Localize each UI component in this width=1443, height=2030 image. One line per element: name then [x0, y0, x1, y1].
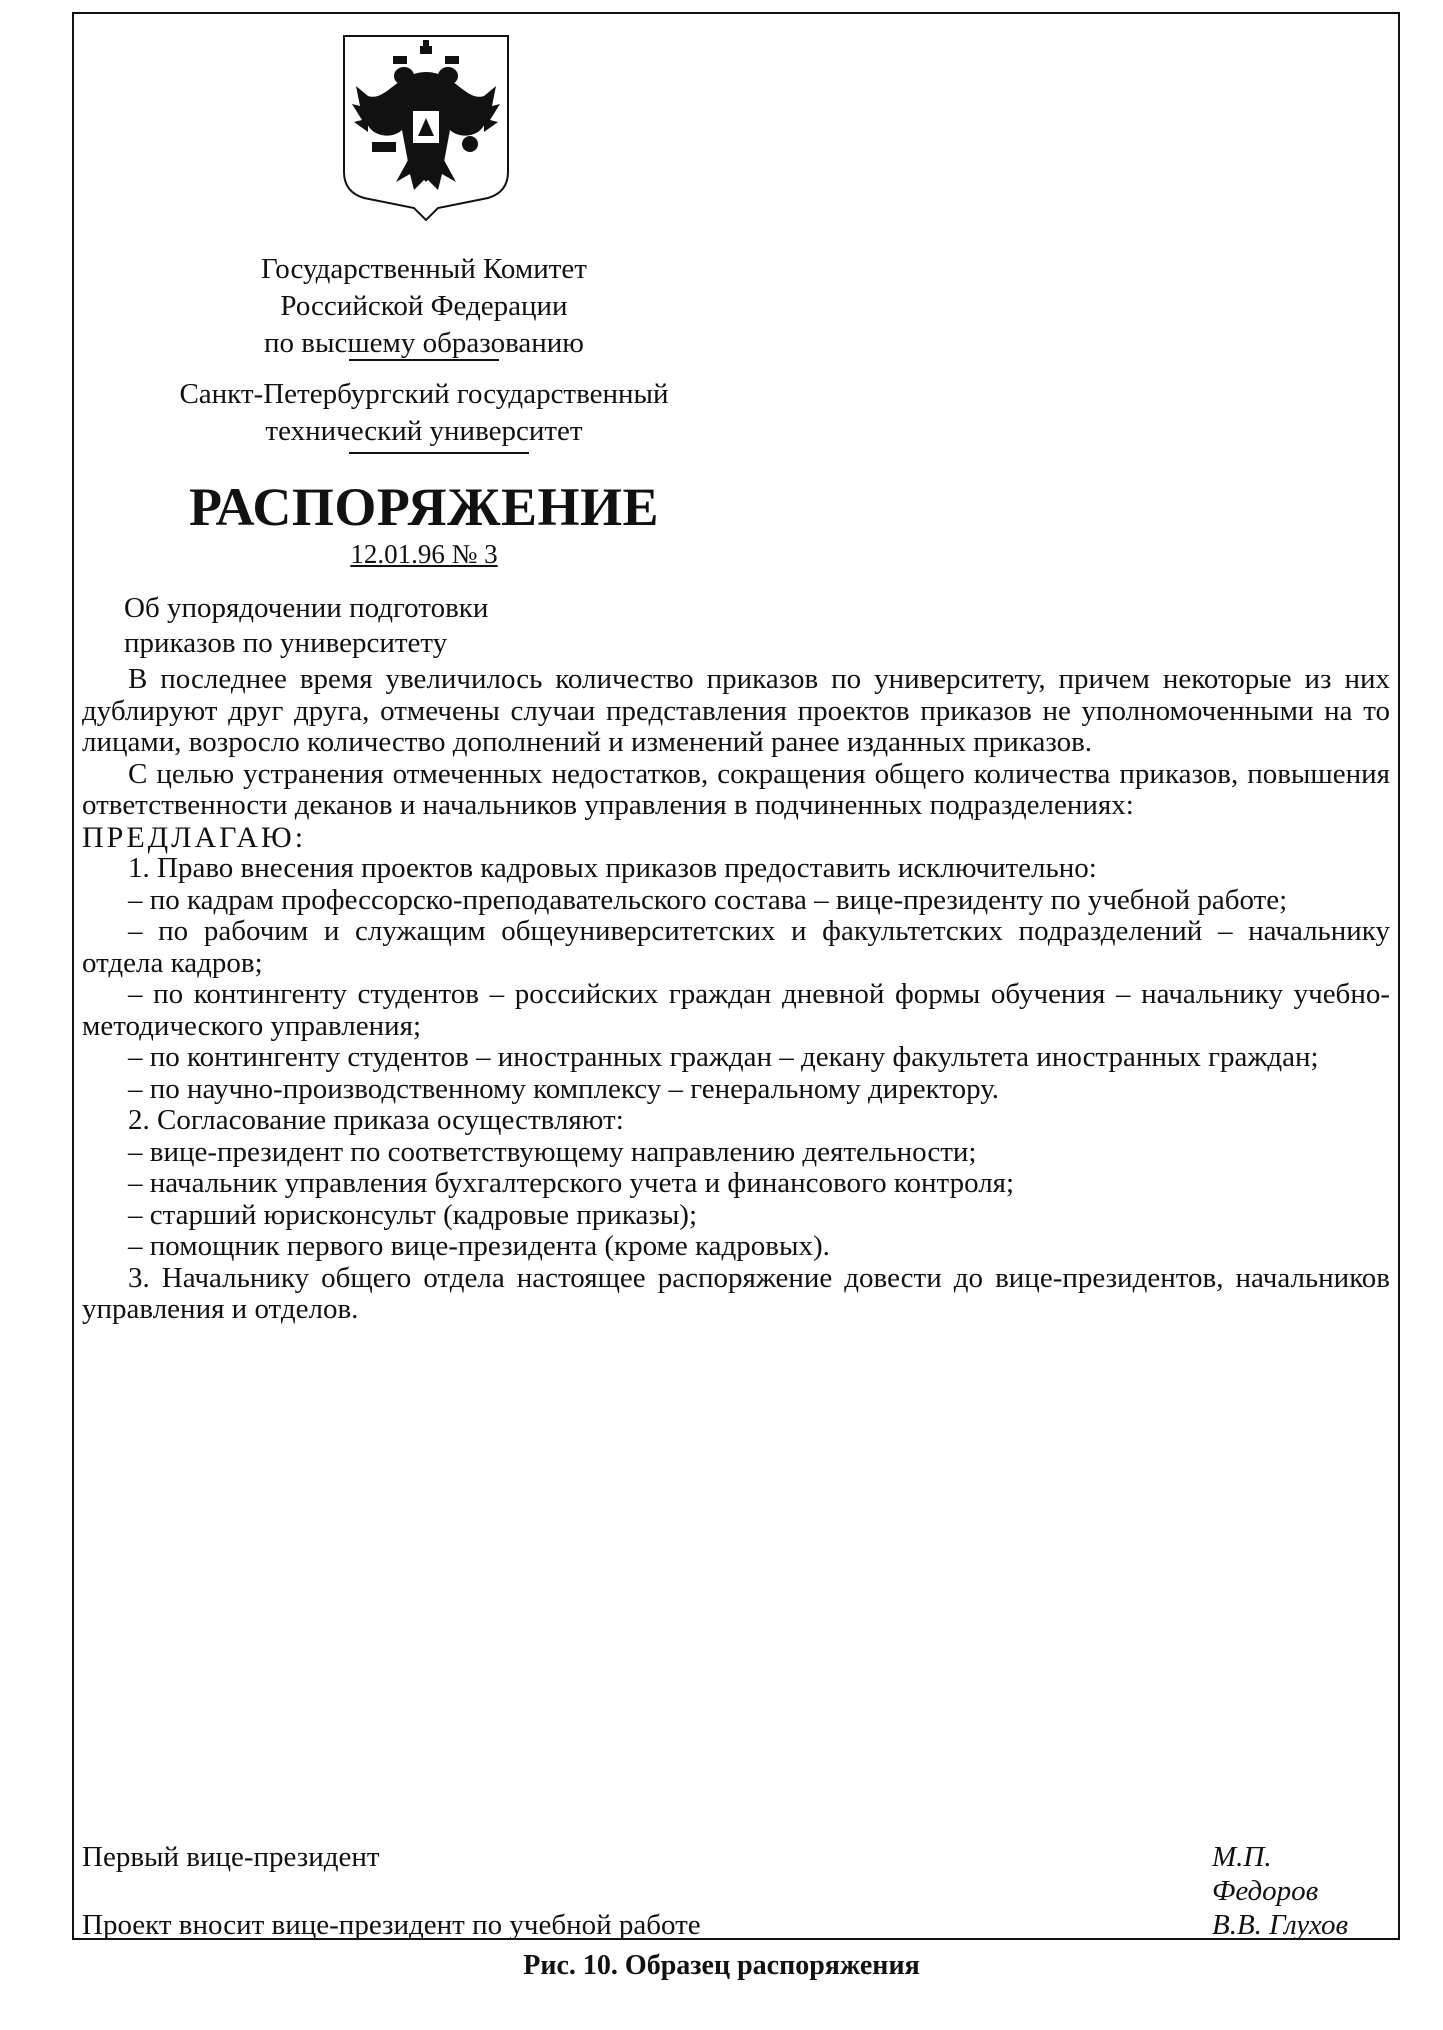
document-subject: [124, 591, 684, 661]
directive-item: – по рабочим и служащим общеуниверситетских и факультетских подразделений – начальнику отдела кадров;: [82, 915, 1390, 979]
signatory-name: В.В. Глухов: [1212, 1909, 1349, 1941]
directive-item: 2. Согласование приказа осуществляют:: [128, 1104, 624, 1136]
directive-item: – по контингенту студентов – российских граждан дневной формы обучения – начальнику учебно-методического управления;: [82, 978, 1390, 1042]
university-line: Санкт-Петербургский государственный: [179, 378, 669, 410]
directive-item: – по научно-производственному комплексу – генеральному директору.: [128, 1072, 1000, 1105]
directive-item: 1. Право внесения проектов кадровых приказов предоставить исключительно:: [128, 852, 1097, 884]
ministry-line: Государственный Комитет: [261, 253, 587, 285]
body-paragraph: В последнее время увеличилось количество приказов по университету, причем некоторые из них дублируют друг друга, отмечены случаи представления проектов приказов не уполномоченными на то лицами, возросло количество дополнений и изменений ранее изданных приказов.: [82, 663, 1390, 758]
subject-line: Об упорядочении подготовки: [124, 592, 489, 624]
subject-line: приказов по университету: [124, 627, 448, 659]
document-date-number: 12.01.96 № 3: [350, 539, 498, 569]
university-name: [104, 376, 744, 450]
body-paragraph: С целью устранения отмеченных недостатков, сокращения общего количества приказов, повышения ответственности деканов и начальников управления в подчиненных подразделениях:: [82, 757, 1390, 821]
figure-caption: Рис. 10. Образец распоряжения: [523, 1950, 920, 1981]
ministry-line: по высшему образованию: [264, 327, 584, 359]
signatory-position: Проект вносит вице-президент по учебной работе: [82, 1909, 701, 1941]
ministry-name: [204, 251, 644, 362]
university-line: технический университет: [265, 415, 583, 447]
directive-item: – старший юрисконсульт (кадровые приказы);: [128, 1198, 698, 1231]
document-type-title: РАСПОРЯЖЕНИЕ: [188, 477, 660, 537]
header-divider: [349, 452, 529, 454]
directive-item: – начальник управления бухгалтерского учета и финансового контроля;: [128, 1167, 1015, 1199]
signature-block: [82, 1840, 1382, 1942]
directive-word: ПРЕДЛАГАЮ:: [82, 820, 307, 854]
signatory-name: М.П. Федоров: [1212, 1841, 1319, 1907]
header-divider: [349, 359, 499, 361]
signature-row: [82, 1908, 1382, 1942]
ministry-line: Российской Федерации: [280, 290, 568, 322]
directive-item: – помощник первого вице-президента (кроме кадровых).: [128, 1230, 830, 1262]
double-headed-eagle-coat-of-arms-icon: [338, 32, 514, 222]
directive-item: – по кадрам профессорско-преподавательского состава – вице-президенту по учебной работе;: [128, 883, 1288, 916]
directive-item: – по контингенту студентов – иностранных граждан – декану факультета иностранных граждан;: [128, 1041, 1319, 1073]
signature-row: [82, 1840, 1382, 1908]
document-body: [82, 664, 1390, 1326]
directive-item: – вице-президент по соответствующему направлению деятельности;: [128, 1135, 977, 1168]
directive-item: 3. Начальнику общего отдела настоящее распоряжение довести до вице-президентов, начальников управления и отделов.: [82, 1261, 1390, 1325]
document-frame: [72, 12, 1400, 1940]
signatory-position: Первый вице-президент: [82, 1841, 380, 1873]
